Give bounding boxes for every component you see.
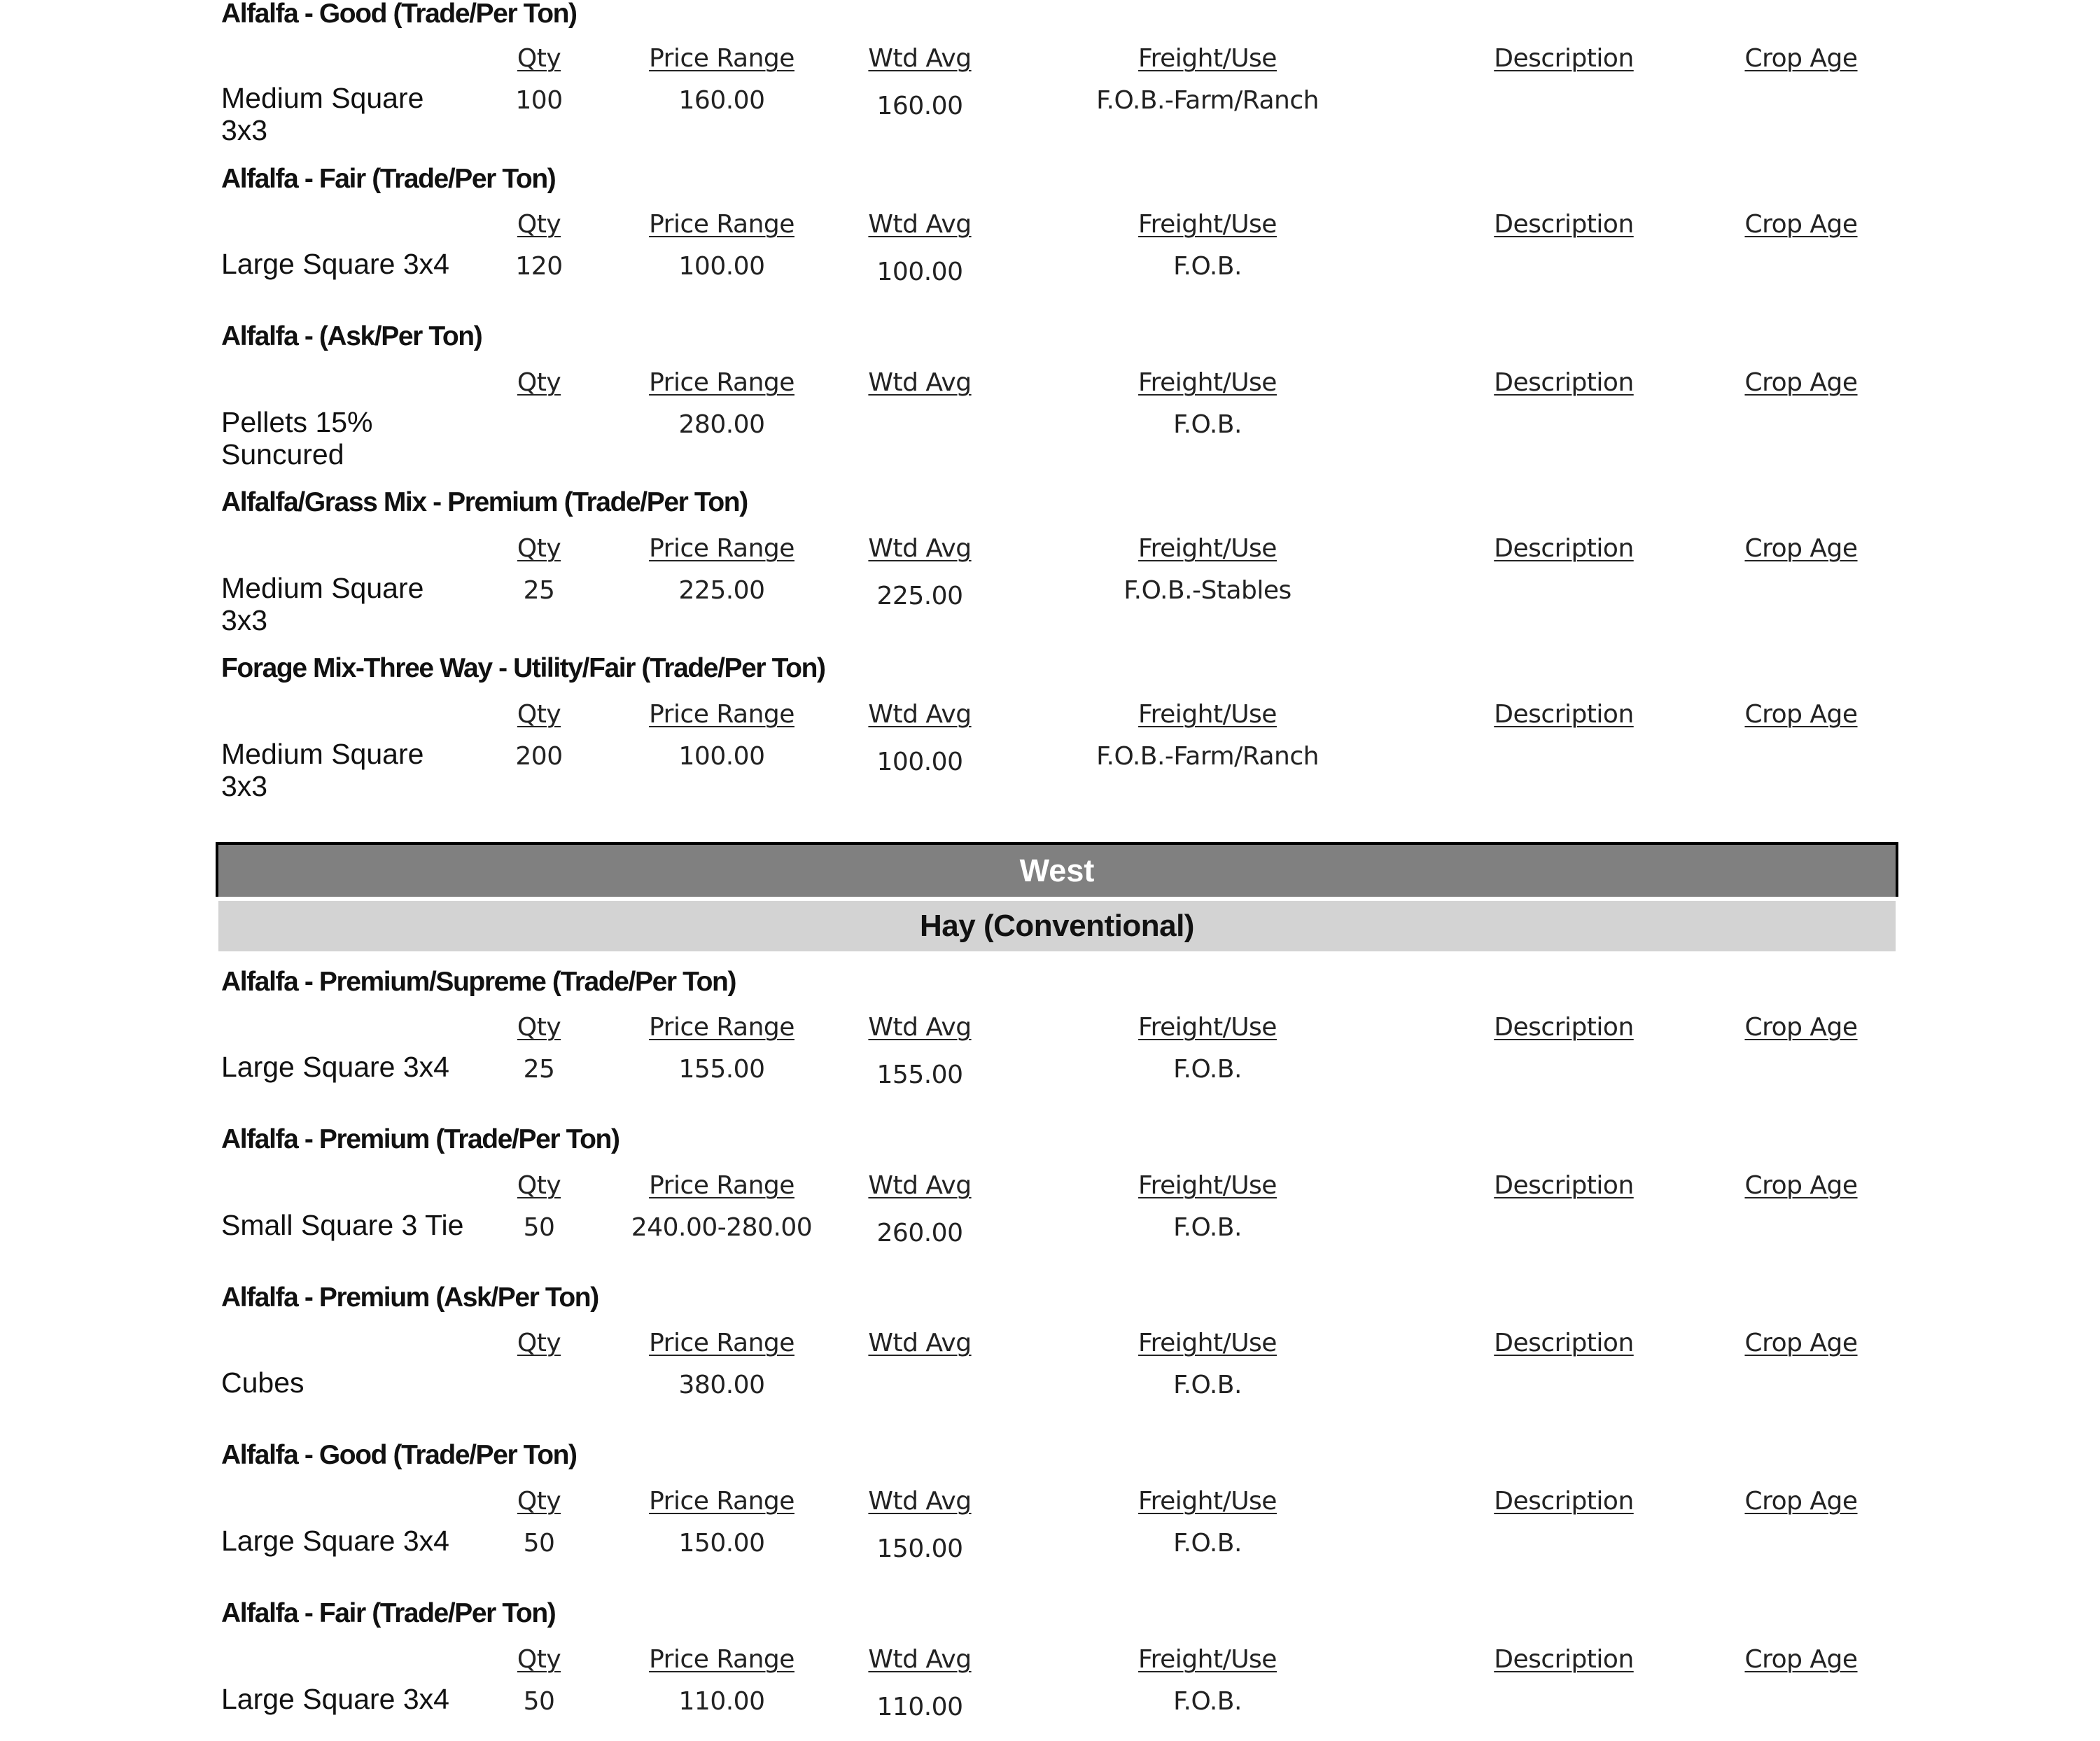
column-header-wtd-avg: Wtd Avg (868, 44, 972, 73)
column-header-wtd-avg: Wtd Avg (868, 1645, 972, 1674)
column-header-freight-use: Freight/Use (1138, 368, 1277, 397)
price-range-value: 225.00 (678, 576, 765, 605)
column-header-wtd-avg: Wtd Avg (868, 534, 972, 563)
section-title: Forage Mix-Three Way - Utility/Fair (Trade/Per Ton) (221, 653, 825, 683)
column-header-price-range: Price Range (649, 1013, 794, 1042)
column-header-price-range: Price Range (649, 44, 794, 73)
column-header-wtd-avg: Wtd Avg (868, 210, 972, 239)
product-name: Large Square 3x4 (221, 1525, 449, 1557)
section-title: Alfalfa - Premium/Supreme (Trade/Per Ton) (221, 967, 736, 997)
column-header-crop-age: Crop Age (1744, 1013, 1858, 1042)
column-header-qty: Qty (517, 210, 561, 239)
column-header-price-range: Price Range (649, 534, 794, 563)
wtd-avg-value: 100.00 (876, 258, 963, 286)
price-range-value: 100.00 (678, 252, 765, 281)
wtd-avg-value: 155.00 (876, 1061, 963, 1089)
column-header-qty: Qty (517, 44, 561, 73)
price-range-value: 240.00-280.00 (631, 1213, 813, 1242)
product-name: Medium Square 3x3 (221, 82, 424, 146)
qty-value: 50 (523, 1213, 555, 1242)
column-header-qty: Qty (517, 1645, 561, 1674)
freight-use-value: F.O.B.-Stables (1124, 576, 1292, 605)
column-header-description: Description (1494, 1329, 1634, 1357)
column-header-qty: Qty (517, 1013, 561, 1042)
column-header-wtd-avg: Wtd Avg (868, 1171, 972, 1200)
column-header-freight-use: Freight/Use (1138, 1487, 1277, 1516)
column-header-freight-use: Freight/Use (1138, 1329, 1277, 1357)
freight-use-value: F.O.B. (1173, 410, 1242, 439)
product-name: Large Square 3x4 (221, 248, 449, 280)
column-header-freight-use: Freight/Use (1138, 534, 1277, 563)
column-header-wtd-avg: Wtd Avg (868, 1013, 972, 1042)
wtd-avg-value: 225.00 (876, 582, 963, 610)
column-header-crop-age: Crop Age (1744, 1171, 1858, 1200)
column-header-description: Description (1494, 1487, 1634, 1516)
column-header-price-range: Price Range (649, 700, 794, 729)
column-header-crop-age: Crop Age (1744, 700, 1858, 729)
column-header-description: Description (1494, 1645, 1634, 1674)
column-header-freight-use: Freight/Use (1138, 1645, 1277, 1674)
qty-value: 50 (523, 1687, 555, 1716)
wtd-avg-value: 260.00 (876, 1219, 963, 1247)
section-title: Alfalfa/Grass Mix - Premium (Trade/Per Ton) (221, 487, 748, 517)
column-header-crop-age: Crop Age (1744, 1329, 1858, 1357)
category-header: Hay (Conventional) (218, 901, 1896, 951)
column-header-freight-use: Freight/Use (1138, 1171, 1277, 1200)
price-range-value: 150.00 (678, 1529, 765, 1558)
column-header-description: Description (1494, 700, 1634, 729)
column-header-qty: Qty (517, 1329, 561, 1357)
column-header-qty: Qty (517, 700, 561, 729)
column-header-description: Description (1494, 1013, 1634, 1042)
product-name: Pellets 15% Suncured (221, 406, 373, 470)
column-header-crop-age: Crop Age (1744, 44, 1858, 73)
column-header-qty: Qty (517, 368, 561, 397)
column-header-crop-age: Crop Age (1744, 534, 1858, 563)
qty-value: 100 (515, 86, 563, 115)
column-header-price-range: Price Range (649, 368, 794, 397)
product-name: Large Square 3x4 (221, 1051, 449, 1083)
section-title: Alfalfa - Fair (Trade/Per Ton) (221, 1598, 556, 1628)
price-range-value: 380.00 (678, 1371, 765, 1399)
column-header-crop-age: Crop Age (1744, 1487, 1858, 1516)
product-name: Medium Square 3x3 (221, 738, 424, 802)
column-header-crop-age: Crop Age (1744, 368, 1858, 397)
price-range-value: 280.00 (678, 410, 765, 439)
section-title: Alfalfa - Fair (Trade/Per Ton) (221, 164, 556, 194)
column-header-freight-use: Freight/Use (1138, 700, 1277, 729)
section-title: Alfalfa - (Ask/Per Ton) (221, 321, 482, 351)
freight-use-value: F.O.B. (1173, 1213, 1242, 1242)
price-range-value: 160.00 (678, 86, 765, 115)
freight-use-value: F.O.B. (1173, 252, 1242, 281)
product-name: Large Square 3x4 (221, 1683, 449, 1715)
column-header-crop-age: Crop Age (1744, 1645, 1858, 1674)
column-header-price-range: Price Range (649, 210, 794, 239)
section-title: Alfalfa - Premium (Ask/Per Ton) (221, 1282, 598, 1313)
wtd-avg-value: 150.00 (876, 1534, 963, 1563)
freight-use-value: F.O.B. (1173, 1687, 1242, 1716)
column-header-qty: Qty (517, 1487, 561, 1516)
column-header-qty: Qty (517, 1171, 561, 1200)
column-header-freight-use: Freight/Use (1138, 1013, 1277, 1042)
product-name: Cubes (221, 1366, 304, 1399)
freight-use-value: F.O.B.-Farm/Ranch (1096, 86, 1319, 115)
column-header-price-range: Price Range (649, 1329, 794, 1357)
column-header-wtd-avg: Wtd Avg (868, 700, 972, 729)
wtd-avg-value: 160.00 (876, 92, 963, 120)
section-title: Alfalfa - Good (Trade/Per Ton) (221, 0, 577, 29)
qty-value: 25 (523, 576, 555, 605)
wtd-avg-value: 100.00 (876, 748, 963, 776)
price-range-value: 110.00 (678, 1687, 765, 1716)
product-name: Small Square 3 Tie (221, 1209, 464, 1241)
product-name: Medium Square 3x3 (221, 572, 424, 636)
column-header-wtd-avg: Wtd Avg (868, 1487, 972, 1516)
column-header-crop-age: Crop Age (1744, 210, 1858, 239)
freight-use-value: F.O.B. (1173, 1529, 1242, 1558)
price-range-value: 100.00 (678, 742, 765, 771)
column-header-wtd-avg: Wtd Avg (868, 368, 972, 397)
freight-use-value: F.O.B. (1173, 1055, 1242, 1084)
column-header-freight-use: Freight/Use (1138, 44, 1277, 73)
column-header-price-range: Price Range (649, 1645, 794, 1674)
column-header-description: Description (1494, 368, 1634, 397)
section-title: Alfalfa - Premium (Trade/Per Ton) (221, 1124, 620, 1154)
region-header: West (216, 842, 1898, 897)
section-title: Alfalfa - Good (Trade/Per Ton) (221, 1440, 577, 1470)
column-header-wtd-avg: Wtd Avg (868, 1329, 972, 1357)
qty-value: 120 (515, 252, 563, 281)
qty-value: 50 (523, 1529, 555, 1558)
column-header-description: Description (1494, 534, 1634, 563)
qty-value: 25 (523, 1055, 555, 1084)
freight-use-value: F.O.B.-Farm/Ranch (1096, 742, 1319, 771)
qty-value: 200 (515, 742, 563, 771)
column-header-price-range: Price Range (649, 1487, 794, 1516)
column-header-description: Description (1494, 210, 1634, 239)
column-header-freight-use: Freight/Use (1138, 210, 1277, 239)
price-range-value: 155.00 (678, 1055, 765, 1084)
column-header-description: Description (1494, 44, 1634, 73)
column-header-description: Description (1494, 1171, 1634, 1200)
column-header-price-range: Price Range (649, 1171, 794, 1200)
freight-use-value: F.O.B. (1173, 1371, 1242, 1399)
column-header-qty: Qty (517, 534, 561, 563)
wtd-avg-value: 110.00 (876, 1693, 963, 1721)
